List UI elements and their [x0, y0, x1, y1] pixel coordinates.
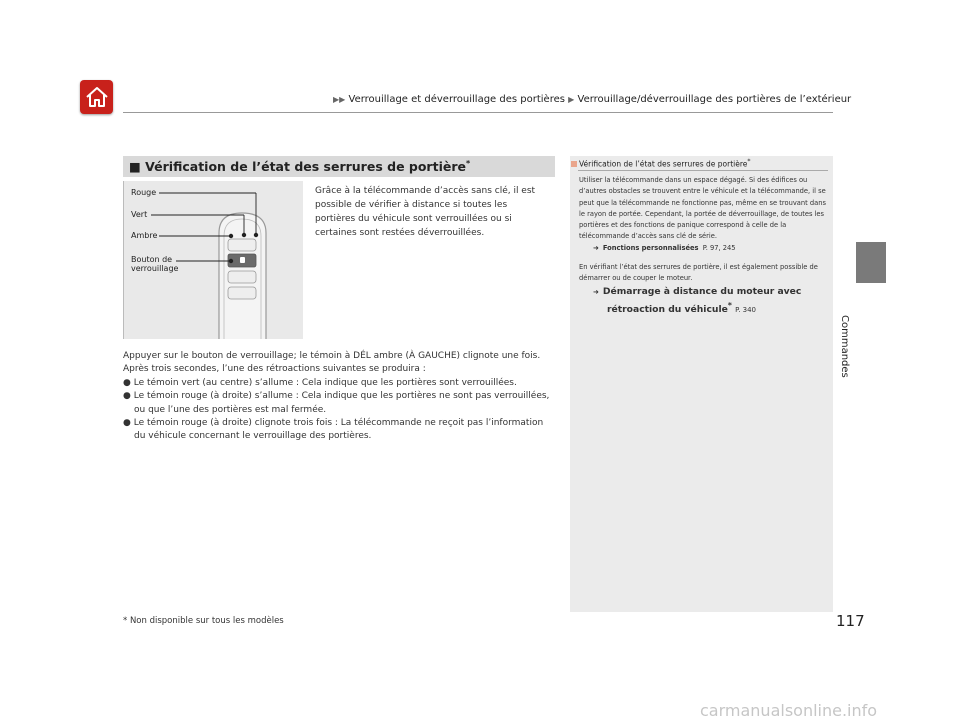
header-divider: [123, 112, 833, 113]
breadcrumb-arrow-icon: ▶▶: [333, 95, 346, 104]
body-text: [123, 350, 555, 444]
section-square-icon: ■: [129, 159, 141, 175]
chapter-tab-label: Commandes: [839, 315, 850, 378]
xref-fonctions-personnalisees[interactable]: ➜ Fonctions personnalisées P. 97, 245: [593, 243, 736, 252]
note-body: [579, 175, 827, 317]
xref-arrow-icon: ➜: [593, 287, 599, 296]
bullet-item: ● Le témoin rouge (à droite) clignote trois fois : La télécommande ne reçoit pas l’information du véhicule concernant le verrouillage des portières.: [123, 418, 544, 442]
note-paragraph-2: En vérifiant l’état des serrures de portière, il est également possible de démarrer ou de couper le moteur.: [579, 263, 818, 283]
chapter-tab[interactable]: [856, 242, 886, 283]
label-vert: Vert: [131, 210, 148, 219]
section-title: ■ Vérification de l’état des serrures de portière*: [123, 156, 555, 177]
note-marker-icon: [571, 161, 577, 167]
note-divider: [578, 170, 828, 171]
bullet-item: ● Le témoin rouge (à droite) s’allume : Cela indique que les portières ne sont pas verrouillées, ou que l’une des portières est mal fermée.: [123, 391, 550, 415]
bullet-icon: ●: [123, 418, 131, 429]
xref-arrow-icon: ➜: [593, 243, 599, 252]
bullet-icon: ●: [123, 391, 131, 402]
breadcrumb-link-2[interactable]: Verrouillage/déverrouillage des portières de l’extérieur: [577, 94, 852, 105]
breadcrumb-arrow-icon: ▶: [568, 95, 575, 104]
label-ambre: Ambre: [131, 231, 158, 240]
remote-figure: [123, 181, 303, 339]
intro-paragraph: Grâce à la télécommande d’accès sans clé, il est possible de vérifier à distance si toutes les portières du véhicule sont verrouillées ou si certaines sont restées déverrouillées.: [315, 186, 536, 238]
watermark: carmanualsonline.info: [700, 701, 878, 720]
label-rouge: Rouge: [131, 188, 157, 197]
note-paragraph-1: Utiliser la télécommande dans un espace dégagé. Si des édifices ou d’autres obstacles se trouvent entre le véhicule et la télécommande, il se peut que la télécommande ne fonctionne pas, même en se trouvant dans le rayon de portée. Cependant, la portée de déverrouillage, de toutes les portières et des fonctions de panique correspond à celle de la télécommande d’accès sans clé de série.: [579, 176, 826, 241]
body-line-2: Après trois secondes, l’une des rétroactions suivantes se produira :: [123, 364, 426, 375]
breadcrumb: [333, 94, 851, 105]
bullet-icon: ●: [123, 377, 131, 388]
xref-demarrage-distance[interactable]: ➜ Démarrage à distance du moteur avec rétroaction du véhicule* P. 340: [593, 285, 802, 315]
body-line-1: Appuyer sur le bouton de verrouillage; le témoin à DÉL ambre (À GAUCHE) clignote une fois.: [123, 351, 541, 361]
label-bouton-2: verrouillage: [131, 264, 179, 273]
note-title: Vérification de l’état des serrures de portière*: [571, 158, 833, 169]
bullet-item: ● Le témoin vert (au centre) s’allume : Cela indique que les portières sont verrouillées.: [123, 377, 517, 388]
page-number: 117: [836, 612, 865, 630]
home-button[interactable]: [80, 80, 113, 114]
label-bouton-1: Bouton de: [131, 255, 173, 264]
footnote: * Non disponible sur tous les modèles: [123, 616, 284, 626]
home-icon: [85, 86, 109, 108]
breadcrumb-link-1[interactable]: Verrouillage et déverrouillage des portières: [348, 94, 565, 105]
